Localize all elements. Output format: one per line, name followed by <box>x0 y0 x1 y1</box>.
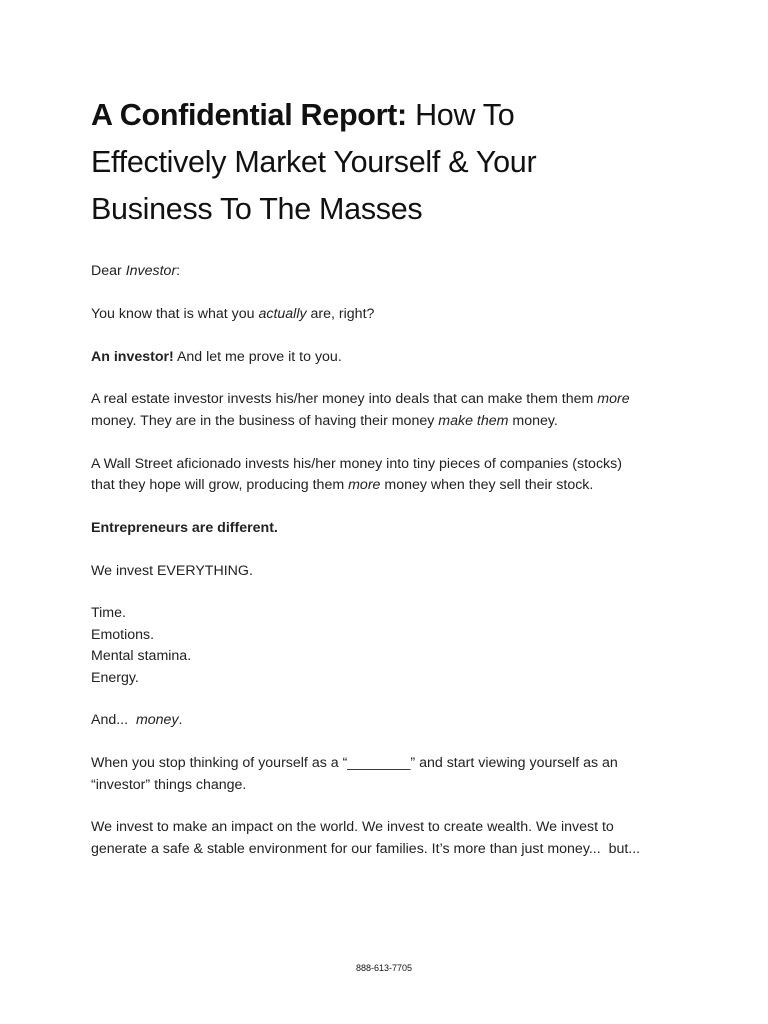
paragraph-invest-everything: We invest EVERYTHING. <box>91 562 253 579</box>
title-bold: A Confidential Report: <box>91 98 407 132</box>
list-item: Energy. <box>91 669 139 686</box>
document-page <box>91 92 691 882</box>
investment-list <box>91 603 691 689</box>
text-segment: A real estate investor invests his/her money into deals that can make them them <box>91 391 598 408</box>
paragraph-real-estate <box>91 389 691 432</box>
text-segment: When you stop thinking of yourself as a “________” and start viewing yourself as an <box>91 755 618 772</box>
report-title <box>91 92 691 233</box>
title-line3: Business To The Masses <box>91 192 423 226</box>
paragraph-wall-street <box>91 454 691 497</box>
emphasis-money: money <box>135 712 179 729</box>
paragraph-stop-thinking <box>91 753 691 796</box>
emphasis-make-them: make them <box>438 412 509 429</box>
text-segment: You know that is what you <box>91 305 259 322</box>
text-segment: are, right? <box>306 305 375 322</box>
bold-entrepreneurs-different: Entrepreneurs are different. <box>91 519 278 536</box>
title-line2: Effectively Market Yourself & Your <box>91 145 537 179</box>
paragraph-an-investor <box>91 347 691 368</box>
paragraph-entrepreneurs <box>91 518 691 539</box>
salutation <box>91 261 691 282</box>
paragraph-and-money <box>91 710 691 731</box>
text-segment: “investor” things change. <box>91 776 247 793</box>
text-segment: . <box>178 712 183 729</box>
text-segment: We invest to make an impact on the world. We invest to create wealth. We invest to <box>91 819 614 836</box>
text-segment: And... <box>91 712 136 729</box>
list-item: Time. <box>91 605 126 622</box>
text-segment: money when they sell their stock. <box>380 477 594 493</box>
list-item: Mental stamina. <box>91 648 192 665</box>
list-item: Emotions. <box>91 626 155 643</box>
text-segment: that they hope will grow, producing them <box>91 477 349 493</box>
footer-phone: 888-613-7705 <box>355 963 413 973</box>
salutation-name: Investor <box>125 263 177 279</box>
paragraph-impact <box>91 817 691 860</box>
emphasis-more: more <box>348 477 381 493</box>
text-segment: A Wall Street aficionado invests his/her money into tiny pieces of companies (stocks) <box>91 455 622 472</box>
emphasis-actually: actually <box>258 305 307 322</box>
text-segment: And let me prove it to you. <box>173 348 342 365</box>
text-segment: money. <box>508 412 558 429</box>
text-segment: generate a safe & stable environment for our families. It’s more than just money... but... <box>91 840 641 857</box>
letter-body <box>91 261 691 860</box>
title-line1-rest: How To <box>406 98 515 132</box>
text-segment: money. They are in the business of having their money <box>91 412 439 429</box>
salutation-prefix: Dear <box>91 263 126 279</box>
salutation-suffix: : <box>176 263 181 279</box>
paragraph-you-know <box>91 304 691 325</box>
bold-an-investor: An investor! <box>91 348 174 365</box>
emphasis-more: more <box>597 391 630 408</box>
